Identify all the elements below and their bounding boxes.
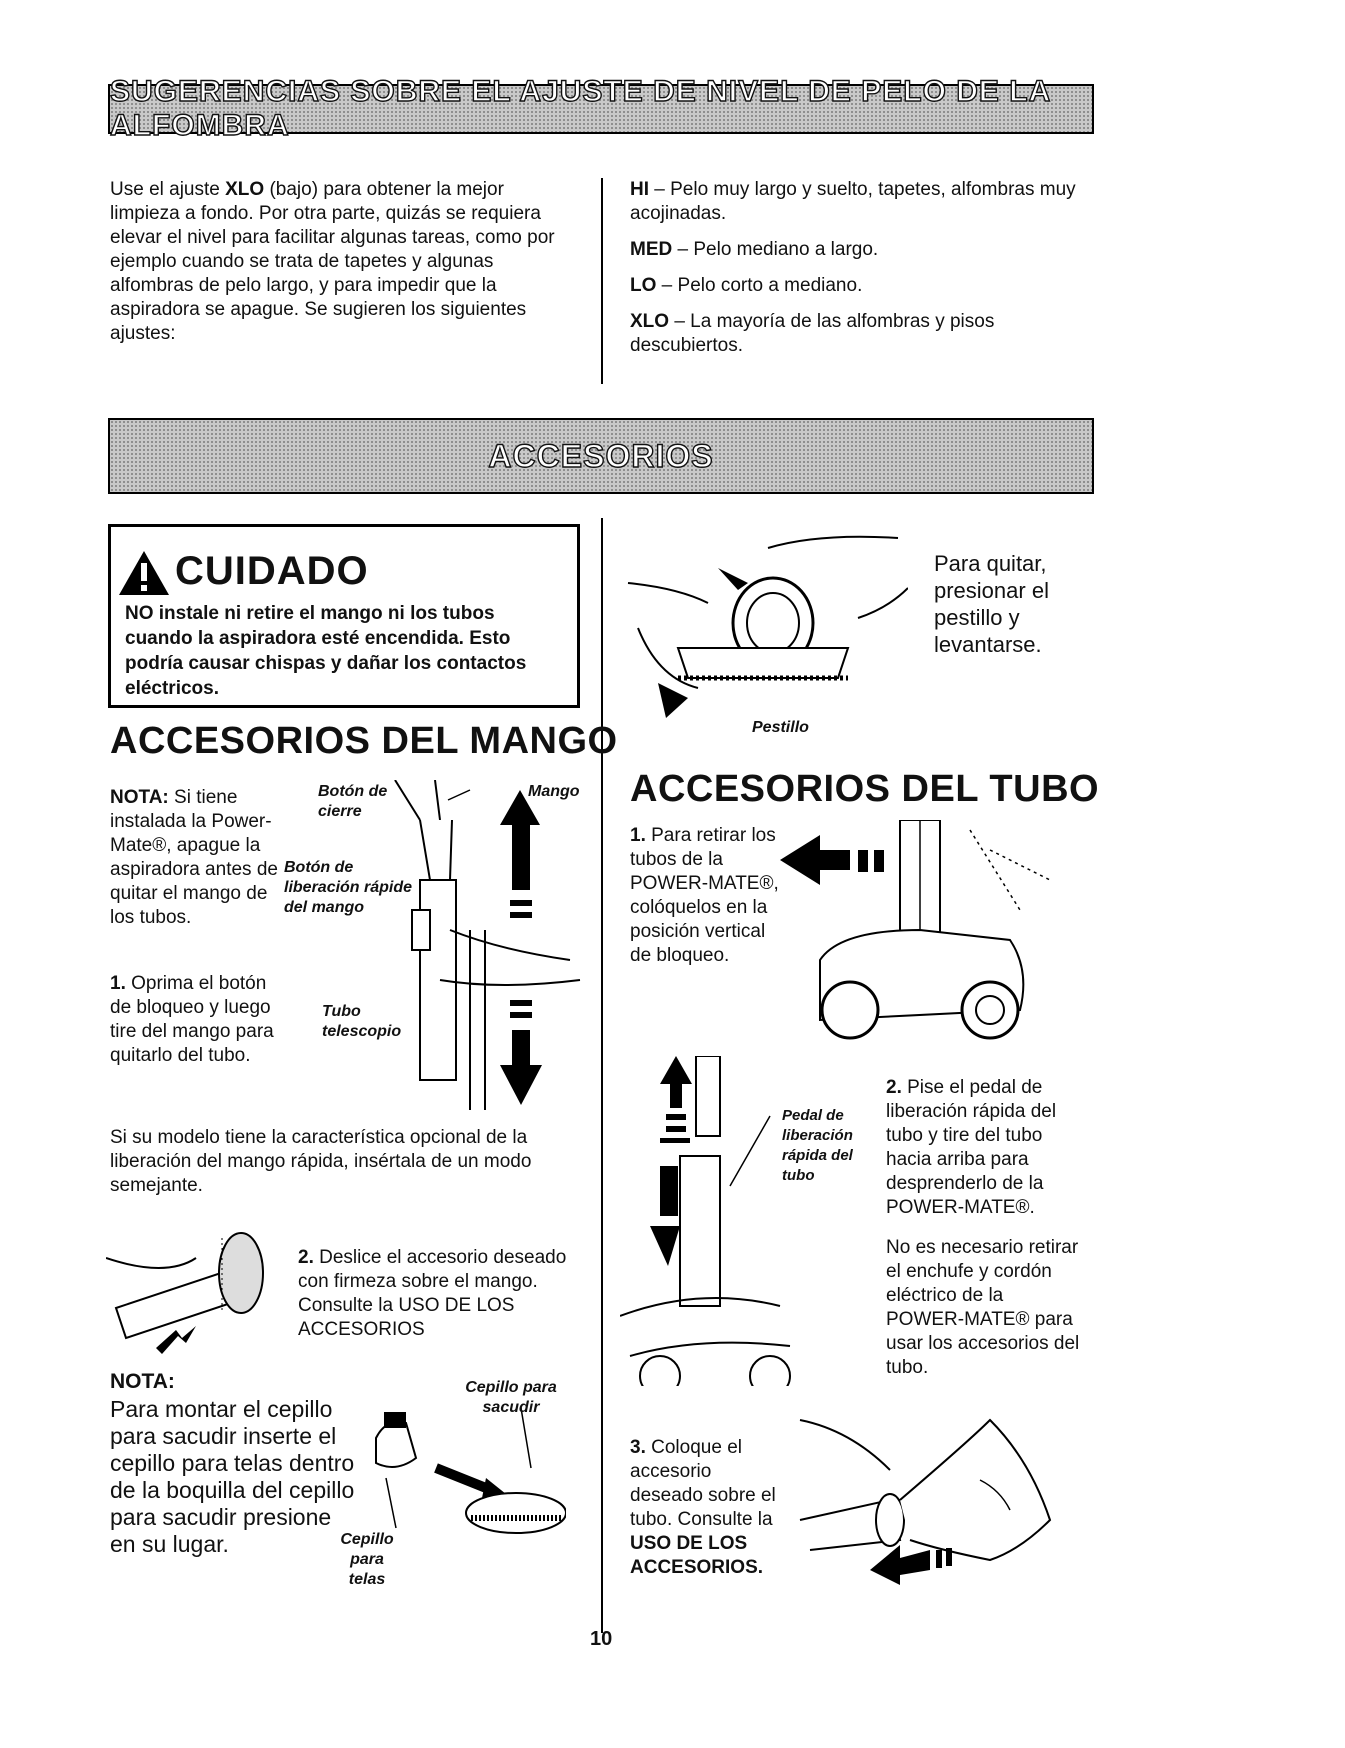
mango-step2-num: 2. xyxy=(298,1247,314,1268)
pile-setting-med xyxy=(630,238,1090,262)
latch-release-illustration xyxy=(618,528,908,728)
tubo-remove-text: Para quitar, presionar el pestillo y levantarse. xyxy=(934,551,1049,657)
tubo-step3 xyxy=(630,1436,780,1580)
pile-intro-pre: Use el ajuste xyxy=(110,179,226,200)
tubo-note: No es necesario retirar el enchufe y cordón eléctrico de la POWER-MATE® para usar los accesorios del tubo. xyxy=(886,1237,1080,1378)
tubo-step3-pre: Coloque el accesorio deseado sobre el tubo. Consulte la xyxy=(630,1437,776,1530)
tubo-step2-text: Pise el pedal de liberación rápida del tubo y tire del tubo hacia arriba para desprenderlo de la POWER-MATE®. xyxy=(886,1077,1057,1218)
mango-nota-text: Si tiene instalada la Power-Mate®, apague la aspiradora antes de quitar el mango de los tubos. xyxy=(110,787,278,928)
caution-title: CUIDADO xyxy=(175,549,369,593)
pile-intro xyxy=(110,178,576,346)
column-divider-main xyxy=(601,518,603,1633)
label-tubo-telescopio: Tubo telescopio xyxy=(322,1003,402,1040)
mango-nota2-text: Para montar el cepillo para sacudir inserte el cepillo para telas dentro de la boquilla del cepillo para sacudir presione en su lugar. xyxy=(110,1396,355,1557)
tubo-step3-num: 3. xyxy=(630,1437,646,1458)
pile-setting-hi xyxy=(630,178,1090,226)
mango-step1-num: 1. xyxy=(110,973,126,994)
label-mango: Mango xyxy=(528,783,580,800)
mango-heading: ACCESORIOS DEL MANGO xyxy=(110,720,618,762)
pile-intro-post: (bajo) para obtener la mejor limpieza a fondo. Por otra parte, quizás se requiera elevar el nivel para facilitar algunas tareas, como por ejemplo cuando se trata de tapetes y algunas alfombras de pelo largo, y para impedir que la aspiradora se apague. Se sugieren los siguientes ajustes: xyxy=(110,179,555,344)
tube-attach-illustration xyxy=(790,1400,1070,1600)
tubo-step3-bold: USO DE LOS ACCESORIOS. xyxy=(630,1533,764,1578)
banner-accesorios xyxy=(108,418,1094,494)
pile-setting-lo-desc: – Pelo corto a mediano. xyxy=(656,275,863,296)
pile-setting-xlo-key: XLO xyxy=(630,311,670,332)
dusting-brush-illustration xyxy=(346,1398,566,1548)
mango-nota2-label: NOTA: xyxy=(110,1370,175,1393)
tubo-step2 xyxy=(886,1076,1086,1220)
banner-carpet-pile xyxy=(108,75,1094,142)
tubo-heading: ACCESORIOS DEL TUBO xyxy=(630,768,1100,810)
label-cepillo-telas: Cepillo para telas xyxy=(340,1531,394,1588)
page-number: 10 xyxy=(590,1628,613,1650)
label-pestillo: Pestillo xyxy=(752,719,809,736)
banner-carpet-pile-title: SUGERENCIAS SOBRE EL AJUSTE DE NIVEL DE PELO DE LA ALFOMBRA xyxy=(110,75,1051,142)
mango-nota-label: NOTA: xyxy=(110,787,169,808)
label-cepillo-sacudir: Cepillo para sacudir xyxy=(465,1379,557,1416)
pile-intro-xlo: XLO xyxy=(225,179,265,200)
column-divider-top xyxy=(601,178,603,384)
mango-step2 xyxy=(298,1246,568,1342)
pile-setting-med-key: MED xyxy=(630,239,673,260)
handle-release-illustration xyxy=(300,780,590,1110)
mango-nota xyxy=(110,786,290,930)
caution-box xyxy=(108,524,580,708)
pile-setting-med-desc: – Pelo mediano a largo. xyxy=(672,239,879,260)
pile-setting-lo xyxy=(630,274,1090,298)
caution-text: NO instale ni retire el mango ni los tubos cuando la aspiradora esté encendida. Esto podría causar chispas y dañar los contactos eléctricos. xyxy=(125,603,527,699)
pile-settings-list xyxy=(630,178,1090,370)
tubo-step1-num: 1. xyxy=(630,825,646,846)
pile-setting-hi-desc: – Pelo muy largo y suelto, tapetes, alfombras muy acojinadas. xyxy=(630,179,1076,224)
pile-setting-lo-key: LO xyxy=(630,275,657,296)
tubo-step2-num: 2. xyxy=(886,1077,902,1098)
powermate-tube-illustration xyxy=(780,820,1080,1060)
brush-on-handle-illustration xyxy=(106,1218,276,1358)
label-pedal-liberacion: Pedal de liberación rápida del tubo xyxy=(782,1107,853,1184)
pile-setting-hi-key: HI xyxy=(630,179,649,200)
tubo-step1 xyxy=(630,824,790,968)
pile-setting-xlo-desc: – La mayoría de las alfombras y pisos descubiertos. xyxy=(630,311,995,356)
warning-icon xyxy=(117,549,171,597)
tubo-step1-text: Para retirar los tubos de la POWER-MATE®, colóquelos en la posición vertical de bloqueo. xyxy=(630,825,779,966)
mango-step1-text: Oprima el botón de bloqueo y luego tire del mango para quitarlo del tubo. xyxy=(110,973,274,1066)
mango-step1 xyxy=(110,972,290,1068)
mango-optional-note: Si su modelo tiene la característica opcional de la liberación del mango rápida, insértala de un modo semejante. xyxy=(110,1127,532,1196)
mango-step2-text: Deslice el accesorio deseado con firmeza sobre el mango. Consulte la USO DE LOS ACCESORIOS xyxy=(298,1247,567,1340)
label-boton-cierre: Botón de cierre xyxy=(318,783,388,820)
banner-accesorios-title: ACCESORIOS xyxy=(488,437,714,474)
label-boton-liberacion: Botón de liberación rápide del mango xyxy=(284,859,413,916)
pile-setting-xlo xyxy=(630,310,1090,358)
